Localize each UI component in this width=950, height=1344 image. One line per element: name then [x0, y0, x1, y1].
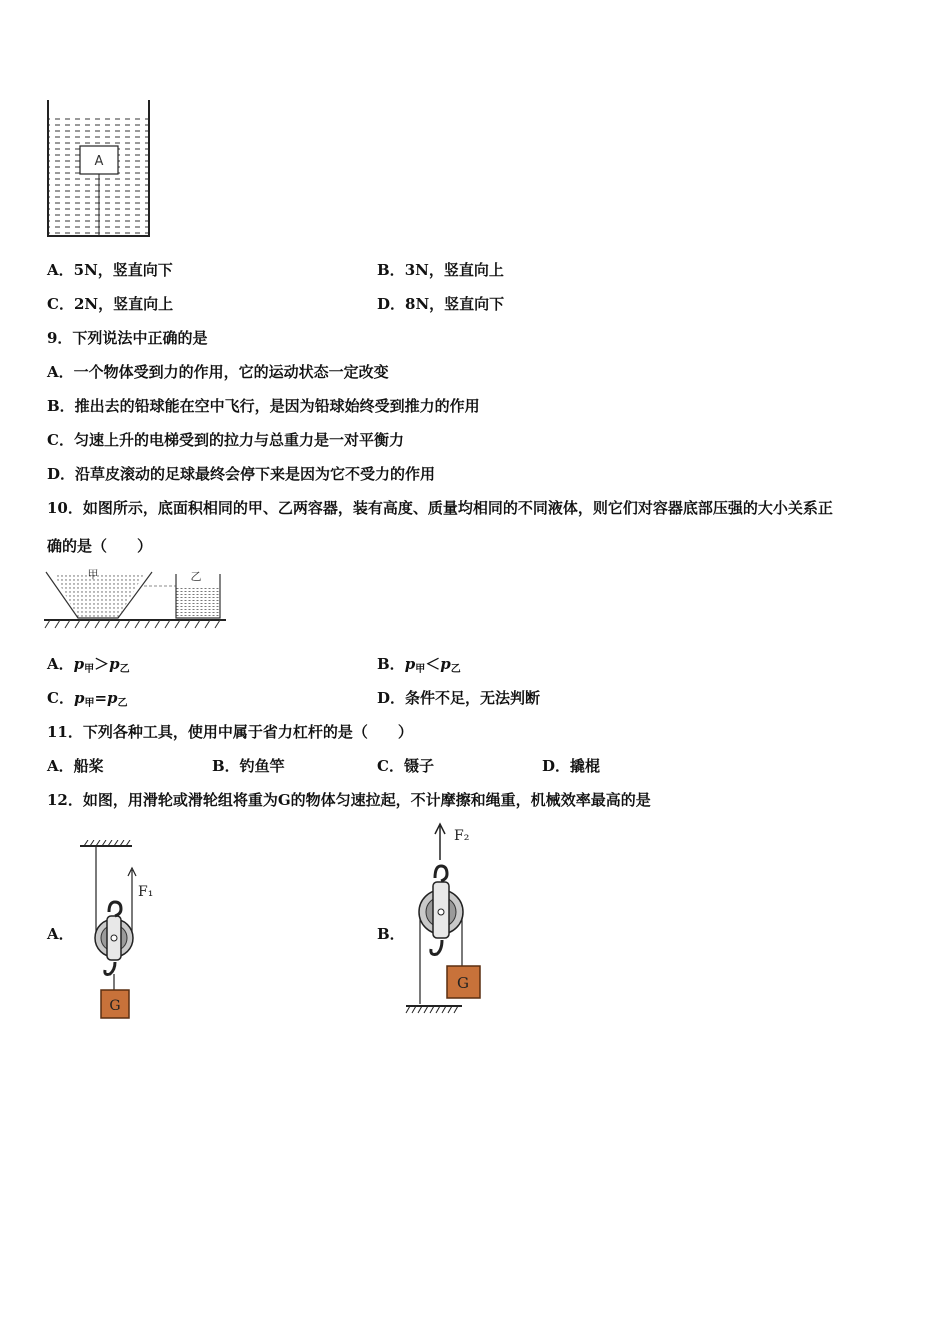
q11-option-c[interactable]: C．镊子 [377, 757, 434, 775]
q10-option-b-sub1: 甲 [415, 664, 426, 675]
q10-stem-line2: 确的是（ ） [47, 537, 153, 555]
force-f2-label: F₂ [454, 828, 470, 844]
q10-option-a-sub1: 甲 [84, 664, 95, 675]
q11-option-d[interactable]: D．撬棍 [542, 757, 601, 775]
q10-option-b-sub2: 乙 [450, 664, 461, 675]
q10-option-c-sub2: 乙 [117, 698, 128, 709]
q9-option-b[interactable]: B．推出去的铅球能在空中飞行，是因为铅球始终受到推力的作用 [47, 397, 480, 415]
q10-option-c[interactable] [47, 688, 128, 711]
container-jia-label: 甲 [87, 568, 99, 581]
q10-option-d-text: 条件不足，无法判断 [405, 689, 541, 707]
container-yi-label: 乙 [190, 570, 202, 583]
q8-option-b-text: 3N，竖直向上 [404, 261, 504, 279]
q10-option-b-p1: p [404, 655, 416, 673]
q11-stem: 11．下列各种工具，使用中属于省力杠杆的是（ ） [47, 723, 413, 741]
q10-option-c-p2: p [107, 689, 118, 707]
q11-option-a[interactable]: A．船桨 [47, 757, 104, 775]
block-a-label: A [94, 154, 104, 169]
q12-stem: 12．如图，用滑轮或滑轮组将重为G的物体匀速拉起，不计摩擦和绳重，机械效率最高的是 [47, 791, 651, 809]
q8-option-d-letter: D． [377, 295, 406, 313]
q8-option-c-letter: C． [47, 295, 74, 313]
q10-option-a[interactable] [47, 654, 130, 677]
q8-option-a-letter: A． [47, 261, 74, 279]
q9-option-a[interactable]: A．一个物体受到力的作用，它的运动状态一定改变 [47, 363, 389, 381]
q8-option-a[interactable] [47, 260, 173, 280]
q12-option-b-letter[interactable]: B． [377, 925, 405, 943]
force-f1-label: F₁ [138, 884, 154, 900]
q8-option-c[interactable] [47, 294, 173, 314]
q10-option-b[interactable] [377, 654, 461, 677]
q9-stem: 9．下列说法中正确的是 [47, 329, 208, 347]
q9-option-c[interactable]: C．匀速上升的电梯受到的拉力与总重力是一对平衡力 [47, 431, 404, 449]
q12-option-a-letter[interactable]: A． [47, 925, 74, 943]
q12-movable-pulley-figure [76, 840, 166, 1024]
q10-option-c-op: = [94, 689, 108, 707]
q10-stem-line1: 10．如图所示，底面积相同的甲、乙两容器，装有高度、质量均相同的不同液体，则它们对容器底部压强的大小关系正 [47, 499, 833, 517]
q10-option-b-p2: p [440, 655, 451, 673]
q10-option-c-p1: p [73, 689, 85, 707]
q9-option-d[interactable]: D．沿草皮滚动的足球最终会停下来是因为它不受力的作用 [47, 465, 436, 483]
q8-beaker-figure [44, 98, 154, 240]
q10-option-b-op: ＜ [425, 655, 441, 673]
q10-option-a-p1: p [73, 655, 85, 673]
q10-option-d-letter: D． [377, 689, 406, 707]
q10-option-a-sub2: 乙 [119, 664, 130, 675]
q10-option-a-op: ＞ [94, 655, 110, 673]
q10-containers-figure [44, 566, 230, 634]
weight-g-label-a: G [109, 998, 121, 1014]
q8-option-d[interactable] [377, 294, 504, 314]
q11-option-b[interactable]: B．钓鱼竿 [212, 757, 285, 775]
q10-option-b-letter: B． [377, 655, 405, 673]
q10-option-d[interactable] [377, 688, 540, 708]
q8-option-b-letter: B． [377, 261, 405, 279]
weight-g-label-b: G [457, 974, 469, 992]
q8-option-b[interactable] [377, 260, 504, 280]
q10-option-a-letter: A． [47, 655, 74, 673]
q10-option-c-sub1: 甲 [84, 698, 95, 709]
q12-pulley-b-figure [402, 820, 502, 1020]
q10-option-c-letter: C． [47, 689, 74, 707]
q8-option-a-text: 5N，竖直向下 [73, 261, 173, 279]
q8-option-d-text: 8N，竖直向下 [405, 295, 505, 313]
q8-option-c-text: 2N，竖直向上 [73, 295, 174, 313]
q10-option-a-p2: p [109, 655, 120, 673]
